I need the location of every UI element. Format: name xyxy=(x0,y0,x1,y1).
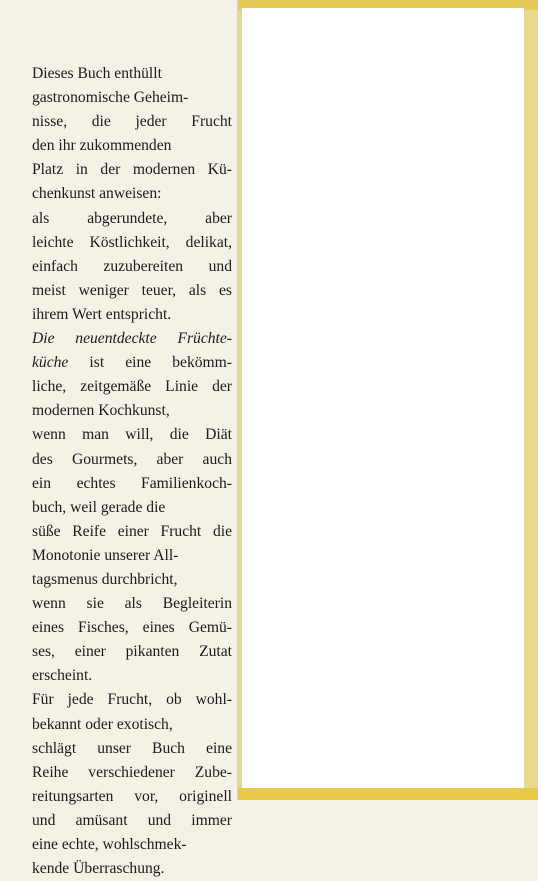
blurb-line xyxy=(32,809,232,833)
blurb-text: als abgerundete, aber xyxy=(32,209,232,227)
blurb-text: kende Überraschung. xyxy=(32,860,165,878)
blurb-line xyxy=(32,688,232,712)
blurb-text: buch, weil gerade die xyxy=(32,498,166,516)
blurb-line xyxy=(32,86,232,110)
blurb-text: liche, zeitgemäße Linie der xyxy=(32,378,232,396)
blurb-line xyxy=(32,568,232,592)
blurb-text: reitungsarten vor, originell xyxy=(32,787,232,805)
back-cover-bottom-edge xyxy=(238,788,538,800)
blurb-text: einfach zuzubereiten und xyxy=(32,257,232,275)
blurb-text: chenkunst anweisen: xyxy=(32,185,162,203)
blurb-line xyxy=(32,110,232,134)
blurb-line xyxy=(32,592,232,616)
blurb-text: Die neuentdeckte Früchte- xyxy=(32,330,232,348)
blurb-line xyxy=(32,399,232,423)
blurb-line xyxy=(32,761,232,785)
blurb-text: erscheint. xyxy=(32,667,93,685)
blurb-line xyxy=(32,857,232,881)
blurb-text: meist weniger teuer, als es xyxy=(32,281,232,299)
blurb-text: den ihr zukommenden xyxy=(32,137,172,155)
blurb-line xyxy=(32,616,232,640)
blurb-line xyxy=(32,520,232,544)
blurb-line xyxy=(32,182,232,206)
blurb-line xyxy=(32,664,232,688)
blurb-text: ist eine bekömm- xyxy=(68,354,232,372)
blurb-text: süße Reife einer Frucht die xyxy=(32,522,232,540)
blurb-text: ein echtes Familienkoch- xyxy=(32,474,232,492)
blurb-line xyxy=(32,472,232,496)
blurb-text: leichte Köstlichkeit, delikat, xyxy=(32,233,232,251)
blurb-line xyxy=(32,544,232,568)
blurb-text: Monotonie unserer All- xyxy=(32,546,179,564)
blurb-line xyxy=(32,158,232,182)
endpaper-page xyxy=(242,8,524,788)
blurb-line xyxy=(32,207,232,231)
blurb-line xyxy=(32,640,232,664)
blurb-line xyxy=(32,375,232,399)
blurb-text: gastronomische Geheim- xyxy=(32,89,189,107)
blurb-italic-text: küche xyxy=(32,354,69,372)
blurb-text: bekannt oder exotisch, xyxy=(32,715,173,733)
blurb-text: ihrem Wert entspricht. xyxy=(32,305,172,323)
blurb-line xyxy=(32,448,232,472)
blurb-line xyxy=(32,62,232,86)
blurb-text: Platz in der modernen Kü- xyxy=(32,161,232,179)
blurb-line xyxy=(32,231,232,255)
flap-blurb-text xyxy=(32,62,232,881)
blurb-line xyxy=(32,737,232,761)
blurb-line xyxy=(32,255,232,279)
blurb-text: modernen Kochkunst, xyxy=(32,402,170,420)
blurb-text: Für jede Frucht, ob wohl- xyxy=(32,691,232,709)
blurb-text: tagsmenus durchbricht, xyxy=(32,570,178,588)
blurb-text: wenn man will, die Diät xyxy=(32,426,232,444)
blurb-line xyxy=(32,134,232,158)
blurb-line xyxy=(32,713,232,737)
blurb-text: des Gourmets, aber auch xyxy=(32,450,232,468)
blurb-text: ses, einer pikanten Zutat xyxy=(32,643,232,661)
blurb-line xyxy=(32,303,232,327)
blurb-text: Dieses Buch enthüllt xyxy=(32,65,162,82)
blurb-text: Reihe verschiedener Zube- xyxy=(32,763,232,781)
blurb-text: schlägt unser Buch eine xyxy=(32,739,232,757)
blurb-text: und amüsant und immer xyxy=(32,811,232,829)
blurb-text: nisse, die jeder Frucht xyxy=(32,113,232,131)
blurb-line xyxy=(32,496,232,520)
blurb-line xyxy=(32,327,232,351)
blurb-text: eines Fisches, eines Gemü- xyxy=(32,619,232,637)
blurb-line xyxy=(32,785,232,809)
blurb-line xyxy=(32,833,232,857)
blurb-text: eine echte, wohlschmek- xyxy=(32,836,187,853)
blurb-line xyxy=(32,351,232,375)
blurb-line xyxy=(32,423,232,447)
blurb-line xyxy=(32,279,232,303)
blurb-text: wenn sie als Begleiterin xyxy=(32,595,232,613)
dust-jacket-flap xyxy=(0,0,238,878)
